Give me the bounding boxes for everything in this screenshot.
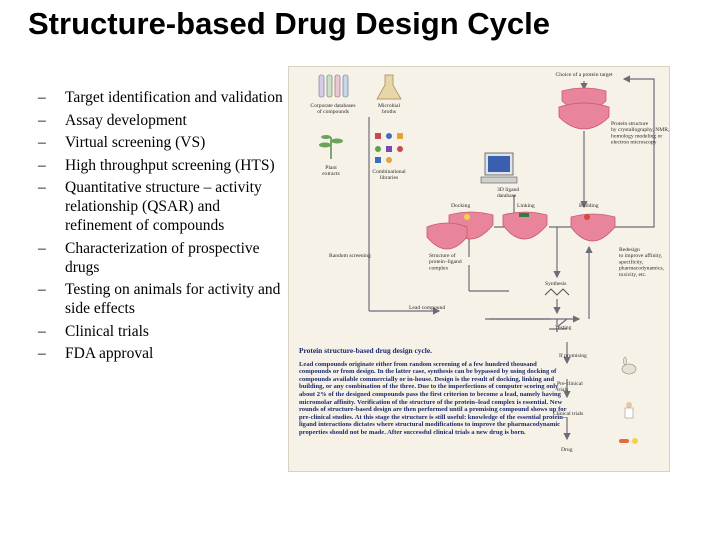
label-choice-target: Choice of a protein target (555, 72, 613, 78)
bullet-item (38, 178, 288, 235)
bullet-dash: – (38, 345, 46, 362)
doctor-icon (625, 402, 633, 418)
label-redesign: Redesign to improve affinity, specificity, pharmacodynamics, toxicity, etc. (619, 247, 664, 278)
bullet-dash: – (38, 281, 46, 298)
pills-icon (619, 438, 638, 444)
bullet-item (38, 88, 288, 107)
bullet-text: Virtual screening (VS) (65, 134, 206, 151)
label-if-promising: If promising (559, 353, 587, 359)
label-clinical: Clinical trials (553, 411, 584, 417)
label-drug: Drug (561, 447, 573, 453)
flask-icon (377, 75, 401, 99)
label-corporate-db: Corporate databases of compounds (310, 103, 356, 116)
bullet-dash: – (38, 179, 46, 196)
bullet-dash: – (38, 111, 46, 129)
label-microbial-broths: Microbial broths (377, 103, 401, 116)
label-synthesis: Synthesis (545, 281, 567, 287)
bullet-item (38, 133, 288, 152)
bullet-text: Quantitative structure – activity relationship (QSAR) and refinement of compounds (65, 179, 262, 234)
figure-caption (299, 347, 569, 437)
bullet-text: Testing on animals for activity and side effects (65, 281, 281, 317)
label-combinatorial: Combinational libraries (372, 169, 406, 182)
drug-design-cycle-figure (288, 66, 670, 472)
label-testing: Testing (555, 325, 572, 331)
label-complex: Structure of protein–ligand complex (429, 253, 462, 272)
caption-title: Protein structure-based drug design cycle. (299, 346, 432, 355)
page-title: Structure-based Drug Design Cycle (28, 6, 550, 41)
bullet-text: Clinical trials (65, 322, 149, 340)
bullet-item (38, 156, 288, 175)
computer-icon (481, 153, 517, 183)
label-preclinical: Pre-clinical trials (557, 381, 583, 394)
label-building: Building (579, 203, 599, 209)
bullet-text: High throughput screening (HTS) (65, 156, 275, 174)
molecule-synthesis-icon (545, 289, 569, 295)
label-random-screening: Random screening (329, 253, 371, 259)
rabbit-icon (622, 357, 636, 374)
bullet-item (38, 280, 288, 318)
protein-structure-shape (559, 103, 609, 129)
bullet-dash: – (38, 322, 46, 340)
label-ligand-db: 3D ligand database (497, 187, 520, 200)
test-tubes-icon (319, 75, 348, 97)
label-lead-compound: Lead compound (409, 305, 446, 311)
label-plant-extracts: Plant extracts (322, 165, 340, 178)
bullet-item (38, 344, 288, 363)
bullet-text: Target identification and validation (65, 89, 283, 106)
label-protein-structure: Protein structure by crystallography, NMR, homology modeling or electron microscopy (611, 121, 669, 146)
bullet-text: Assay development (65, 111, 187, 129)
caption-body: Lead compounds originate either from random screening of a few hundred thousand compounds or from design. In the latter case, synthesis can be bypassed by using docking of compounds available commercially or in-house. Design is the result of docking, linking and building, or any combination of the three. Due to the imperfections of computer scoring only about 2% of the designed compounds pass the first criterion to become a lead, namely having micromolar affinity. Verification of the structure of the protein–lead complex is essential. New rounds of structure-based design are then performed until a promising compound shows up for pre-clinical studies. At this stage the structure is still useful: knowledge of the essential protein–ligand interactions dictates where structural modifications to improve the pharmacodynamic properties should not be made. After successful clinical trials a new drug is born. (299, 360, 567, 436)
bullet-dash: – (38, 134, 46, 151)
protein-building-shape (571, 214, 615, 241)
protein-linking-shape (503, 212, 547, 239)
bullet-item (38, 322, 288, 341)
bullet-dash: – (38, 156, 46, 174)
plant-icon (319, 135, 343, 159)
bullet-item (38, 239, 288, 277)
protein-complex-shape (427, 223, 467, 249)
bullet-dash: – (38, 239, 46, 257)
bullet-item (38, 111, 288, 130)
bullet-dash: – (38, 89, 46, 106)
bullet-text: Characterization of prospective drugs (65, 239, 260, 276)
label-docking: Docking (451, 203, 471, 209)
bullet-list (38, 88, 288, 367)
combinatorial-library-icon (375, 133, 403, 163)
bullet-text: FDA approval (65, 345, 154, 362)
label-linking: Linking (517, 203, 535, 209)
